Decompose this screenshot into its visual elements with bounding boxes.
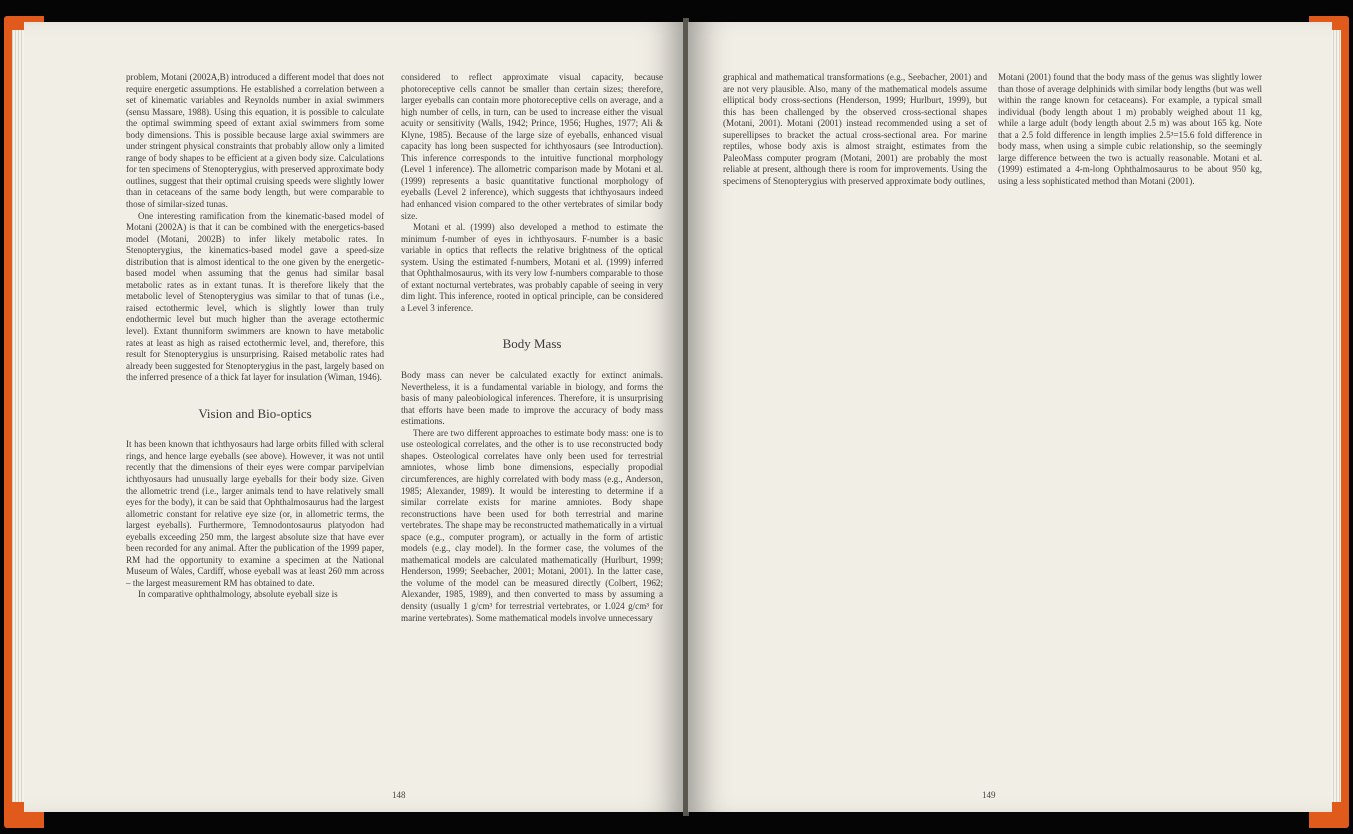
page-number-right: 149	[982, 790, 996, 800]
paragraph: graphical and mathematical transformations (e.g., Seebacher, 2001) and are not very plausible. Also, many of the mathematical models assume elliptical body cross-sections (Henderson, 1999; Hurlburt, 1999), but this has been challenged by the observed cross-sectional shapes (Motani, 2001). Motani (2001) instead recommended using a set of superellipses to bracket the actual cross-sectional area. For marine reptiles, whose body axis is almost straight, estimates from the PaleoMass computer program (Motani, 2001) are probably the most reliable at present, although there is room for improvements. Using the specimens of Stenopterygius with preserved approximate body outlines,	[723, 72, 987, 186]
paragraph: Motani et al. (1999) also developed a method to estimate the minimum f-number of eyes in ichthyosaurs. F-number is a basic variable in optics that reflects the relative brightness of the optical system. Using the estimated f-numbers, Motani et al. (1999) inferred that Ophthalmosaurus, with its very low f-numbers comparable to those of extant nocturnal vertebrates, was probably capable of seeing in very dim light. This inference, rooted in optical principle, can be considered a Level 3 inference.	[401, 222, 663, 313]
page-left	[24, 22, 684, 812]
paragraph: There are two different approaches to estimate body mass: one is to use osteological correlates, and the other is to use reconstructed body shapes. Osteological correlates have only been used for terrestrial amniotes, whose limb bone dimensions, especially propodial circumferences, are highly correlated with body mass (e.g., Anderson, 1985; Alexander, 1989). It would be interesting to determine if a similar correlate exists for marine amniotes. Body shape reconstructions have been used for both terrestrial and marine vertebrates. The shape may be reconstructed mathematically in a virtual space (e.g., computer program), or actually in the form of artistic models (e.g., clay model). In the former case, the volumes of the mathematical models are calculated mathematically (Hurlburt, 1999; Henderson, 1999; Seebacher, 2001; Motani, 2001). In the latter case, the volume of the model can be measured directly (Colbert, 1962; Alexander, 1985, 1989), and then converted to mass by assuming a density (usually 1 g/cm³ for terrestrial vertebrates, or 1.024 g/cm³ for marine vertebrates). Some mathematical models involve unnecessary	[401, 427, 663, 623]
section-heading: Vision and Bio-optics	[198, 405, 312, 421]
paragraph: considered to reflect approximate visual capacity, because photoreceptive cells cannot be smaller than certain sizes; therefore, larger eyeballs can contain more photoreceptive cells on average, and a high number of cells, in turn, can be used to increase either the visual acuity or sensitivity (Walls, 1942; Prince, 1956; Hughes, 1977; Ali & Klyne, 1985). Because of the large size of eyeballs, enhanced visual capacity has long been suspected for ichthyosaurs (see Introduction). This inference corresponds to the intuitive functional morphology (Level 1 inference). The allometric comparison made by Motani et al. (1999) represents a basic quantitative functional morphology of eyeballs (Level 2 inference), which suggests that ichthyosaurs indeed had enhanced vision compared to the other vertebrates of similar body size.	[401, 72, 663, 221]
paragraph: Body mass can never be calculated exactly for extinct animals. Nevertheless, it is a fundamental variable in biology, and forms the basis of many paleobiological inferences. Therefore, it is unsurprising that efforts have been made to improve the accuracy of body mass estimations.	[401, 370, 663, 427]
right-page-column-2	[998, 72, 1262, 187]
paragraph: In comparative ophthalmology, absolute eyeball size is	[138, 589, 338, 600]
paragraph: One interesting ramification from the kinematic-based model of Motani (2002A) is that it can be combined with the energetics-based model (Motani, 2002B) to infer likely metabolic rates. In Stenopterygius, the kinematics-based model gave a speed-size distribution that is almost identical to the one given by the energetic-based model when assuming that the genus had similar basal metabolic rates as in extant tunas. It is therefore likely that the metabolic level of Stenopterygius was similar to that of tunas (i.e., raised ectothermic level, which is slightly lower than truly endothermic level but much higher than the average ectothermic level). Extant thunniform swimmers are known to have metabolic rates at least as high as raised ectothermic level, and, therefore, this result for Stenopterygius is unsurprising. Raised metabolic rates had already been suggested for Stenopterygius in the past, largely based on the inferred presence of a thick fat layer for insulation (Wiman, 1946).	[126, 210, 384, 383]
paragraph: It has been known that ichthyosaurs had large orbits filled with scleral rings, and hence large eyeballs (see above). However, it was not until recently that the dimensions of their eyes were compar parvipelvian ichthyosaurs had unusually large eyeballs for their body size. Given the allometric trend (i.e., larger animals tend to have relatively small eyes for the body), it can be said that Ophthalmosaurus had the largest allometric constant for relative eye size (or, in allometric terms, the largest eyeballs). Furthermore, Temnodontosaurus platyodon had eyeballs exceeding 250 mm, the largest absolute size that have ever been recorded for any animal. After the publication of the 1999 paper, RM had the opportunity to examine a specimen at the National Museum of Wales, Cardiff, whose eyeball was at least 260 mm across – the largest measurement RM has obtained to date.	[126, 439, 384, 588]
left-page-column-1	[126, 72, 384, 601]
paragraph: Motani (2001) found that the body mass of the genus was slightly lower than those of average delphinids with similar body lengths (but was well within the range known for cetaceans). For example, a typical small individual (body length about 1 m) probably weighed about 11 kg, while a large adult (body length about 2.5 m) was about 165 kg. Note that a 2.5 fold difference in length implies 2.5³=15.6 fold difference in body mass, when using a simple cubic relationship, so the seemingly large difference between the two is actually reasonable. Motani et al. (1999) estimated a 4-m-long Ophthalmosaurus to be about 950 kg, using a less sophisticated method than Motani (2001).	[998, 72, 1262, 186]
section-heading: Body Mass	[502, 336, 562, 352]
paragraph: problem, Motani (2002A,B) introduced a different model that does not require energetic assumptions. He established a correlation between a set of kinematic variables and Reynolds number in axial swimmers (sensu Massare, 1988). Using this equation, it is possible to calculate the optimal swimming speed of extant axial swimmers from some body dimensions. This is possible because large axial swimmers are under stringent physical constraints that probably allow only a limited range of body shapes to be efficient at a given body size. Calculations for ten specimens of Stenopterygius, with preserved approximate body outlines, suggest that their optimal cruising speeds were slightly lower than in cetaceans of the same body length, but were comparable to those of similar-sized tunas.	[126, 72, 384, 210]
left-page-column-2	[401, 72, 663, 624]
page-number-left: 148	[392, 790, 406, 800]
right-page-column-1	[723, 72, 987, 187]
page-right	[688, 22, 1332, 812]
